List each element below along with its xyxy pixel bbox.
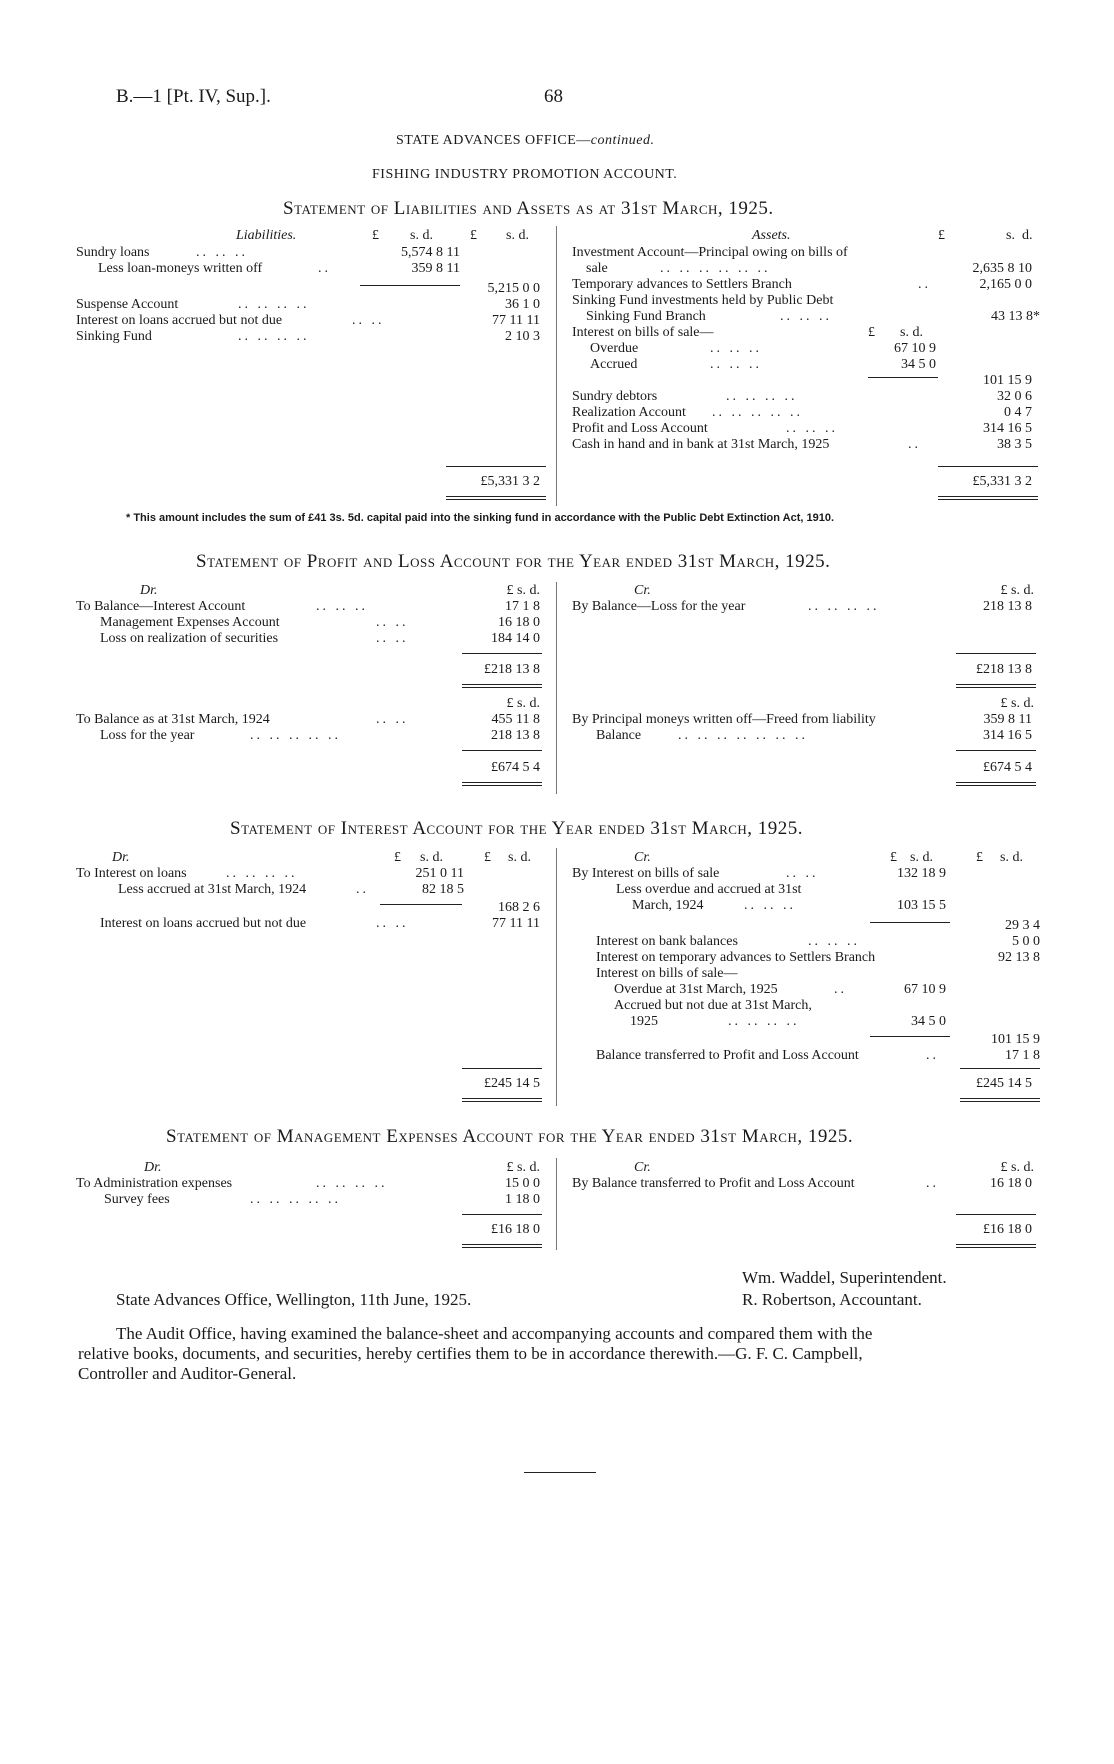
rule	[938, 466, 1038, 467]
dot-leader: .. .. .. ..	[726, 389, 798, 404]
sinking-fund: Sinking Fund	[76, 329, 152, 344]
dot-leader: .. .. .. .. .. .. ..	[678, 728, 808, 743]
int-bills-total: 101 15 9	[983, 373, 1032, 388]
rule	[462, 1068, 542, 1069]
loss-for-year-amount: 218 13 8	[491, 728, 540, 743]
me-dr-col-head: £ s. d.	[506, 1160, 540, 1175]
balance-sheet-title: Statement of Liabilities and Assets as at 31st March, 1925.	[283, 198, 774, 219]
liab-col-sd-1: s. d.	[410, 228, 433, 243]
dot-leader: .. .. .. ..	[238, 329, 310, 344]
interest-bank-balances: Interest on bank balances	[596, 934, 738, 949]
dot-leader: ..	[908, 437, 921, 452]
interest-not-due-amount: 77 11 11	[492, 916, 540, 931]
office-title-continued: continued.	[590, 133, 655, 148]
rule	[446, 466, 546, 467]
int-bills-col-pound: £	[868, 325, 875, 340]
rule	[956, 1247, 1036, 1248]
to-balance-interest-amount: 17 1 8	[505, 599, 540, 614]
rule	[938, 496, 1038, 497]
interest-not-due: Interest on loans accrued but not due	[100, 916, 307, 931]
column-divider	[556, 582, 557, 794]
investment-account-line1: Investment Account—Principal owing on bills of	[572, 245, 848, 260]
assets-heading: Assets.	[752, 228, 791, 243]
profit-loss-amount: 314 16 5	[983, 421, 1032, 436]
signature-accountant: R. Robertson, Accountant.	[742, 1290, 922, 1309]
pl-total-2-left: £674 5 4	[491, 760, 540, 775]
loss-for-year: Loss for the year	[100, 728, 195, 743]
sinking-investments-amount: 43 13 8*	[991, 309, 1040, 324]
dot-leader: ..	[918, 277, 931, 292]
account-title: FISHING INDUSTRY PROMOTION ACCOUNT.	[372, 167, 678, 182]
rule	[956, 1214, 1036, 1215]
rule	[956, 782, 1036, 783]
interest-loans-amount: 77 11 11	[492, 313, 540, 328]
dot-leader: .. .. ..	[786, 421, 838, 436]
dot-leader: ..	[356, 882, 369, 897]
rule	[960, 1068, 1040, 1069]
page-number: 68	[544, 86, 563, 107]
me-by-balance-amount: 16 18 0	[990, 1176, 1032, 1191]
ia-dr-col-pound-2: £	[484, 850, 491, 865]
dot-leader: .. .. ..	[808, 934, 860, 949]
rule	[868, 377, 938, 378]
rule	[938, 499, 1038, 500]
less-overdue-amount: 103 15 5	[897, 898, 946, 913]
rule	[960, 1101, 1040, 1102]
rule	[462, 785, 542, 786]
dot-leader: .. .. ..	[780, 309, 832, 324]
survey-fees: Survey fees	[104, 1192, 170, 1207]
loans-net-amount: 5,215 0 0	[487, 281, 540, 296]
column-divider	[556, 226, 557, 506]
ia-cr-col-sd-1: s. d.	[910, 850, 933, 865]
by-interest-bills-amount: 132 18 9	[897, 866, 946, 881]
temporary-advances: Temporary advances to Settlers Branch	[572, 277, 792, 292]
sinking-investments-line2: Sinking Fund Branch	[586, 309, 706, 324]
audit-line-3: Controller and Auditor-General.	[78, 1364, 297, 1383]
realization-account: Realization Account	[572, 405, 686, 420]
rule	[956, 785, 1036, 786]
me-total-left: £16 18 0	[491, 1222, 540, 1237]
interest-temporary-advances: Interest on temporary advances to Settlers Branch	[596, 950, 876, 965]
pl-cr-col-head-2: £ s. d.	[1000, 696, 1034, 711]
by-balance-loss: By Balance—Loss for the year	[572, 599, 746, 614]
assets-col-d: d.	[1022, 228, 1033, 243]
rule	[462, 1244, 542, 1245]
dot-leader: .. .. .. .. .. ..	[660, 261, 771, 276]
rule	[462, 653, 542, 654]
dot-leader: .. .. .. .. ..	[712, 405, 803, 420]
administration-amount: 15 0 0	[505, 1176, 540, 1191]
place-and-date: State Advances Office, Wellington, 11th June, 1925.	[116, 1290, 472, 1309]
temporary-advances-amount: 2,165 0 0	[979, 277, 1032, 292]
office-title	[396, 133, 654, 149]
ia-total-left: £245 14 5	[484, 1076, 540, 1091]
loss-on-realization: Loss on realization of securities	[100, 631, 279, 646]
me-total-right: £16 18 0	[983, 1222, 1032, 1237]
investment-account-line2: sale	[586, 261, 608, 276]
dot-leader: .. ..	[352, 313, 385, 328]
ia-dr-label: Dr.	[112, 850, 130, 865]
ia-bills-total: 101 15 9	[991, 1032, 1040, 1047]
cash-in-hand: Cash in hand and in bank at 31st March, 1925	[572, 437, 830, 452]
audit-line-1: The Audit Office, having examined the balance-sheet and accompanying accounts and compared them with the	[116, 1324, 873, 1343]
less-loan-moneys-amount: 359 8 11	[411, 261, 460, 276]
assets-col-s: s.	[1006, 228, 1015, 243]
ia-dr-col-sd-1: s. d.	[420, 850, 443, 865]
dot-leader: .. .. .. ..	[226, 866, 298, 881]
assets-col-pound: £	[938, 228, 945, 243]
ia-cr-col-pound-1: £	[890, 850, 897, 865]
liab-col-pound-1: £	[372, 228, 379, 243]
dot-leader: .. .. .. ..	[316, 1176, 388, 1191]
overdue-amount: 67 10 9	[894, 341, 936, 356]
column-divider	[556, 848, 557, 1106]
rule	[956, 653, 1036, 654]
dot-leader: .. .. ..	[316, 599, 368, 614]
footnote: * This amount includes the sum of £41 3s. 5d. capital paid into the sinking fund in accordance with the Public Debt Extinction Act, 1910.	[126, 512, 834, 524]
dot-leader: .. .. .. .. ..	[250, 1192, 341, 1207]
to-balance-interest: To Balance—Interest Account	[76, 599, 246, 614]
dot-leader: ..	[834, 982, 847, 997]
by-interest-bills: By Interest on bills of sale	[572, 866, 720, 881]
rule	[446, 496, 546, 497]
interest-bills-sale: Interest on bills of sale—	[596, 966, 738, 981]
me-cr-label: Cr.	[634, 1160, 651, 1175]
less-accrued-amount: 82 18 5	[422, 882, 464, 897]
balance-transferred-amount: 17 1 8	[1005, 1048, 1040, 1063]
pl-cr-col-head: £ s. d.	[1000, 583, 1034, 598]
dot-leader: .. .. ..	[710, 357, 762, 372]
dot-leader: .. ..	[376, 712, 409, 727]
accrued-not-due-amount: 34 5 0	[911, 1014, 946, 1029]
administration-expenses: To Administration expenses	[76, 1176, 233, 1191]
to-balance-1924-amount: 455 11 8	[491, 712, 540, 727]
sundry-loans: Sundry loans	[76, 245, 150, 260]
liabilities-total: £5,331 3 2	[480, 474, 540, 489]
accrued-not-due-line1: Accrued but not due at 31st March,	[614, 998, 812, 1013]
interest-loans-accrued: Interest on loans accrued but not due	[76, 313, 283, 328]
less-accrued-1924: Less accrued at 31st March, 1924	[118, 882, 307, 897]
end-rule	[524, 1472, 596, 1473]
pl-dr-col-head: £ s. d.	[506, 583, 540, 598]
to-interest-on-loans: To Interest on loans	[76, 866, 187, 881]
accrued: Accrued	[590, 357, 638, 372]
sundry-loans-amount: 5,574 8 11	[401, 245, 460, 260]
liabilities-heading: Liabilities.	[236, 228, 297, 243]
rule	[446, 499, 546, 500]
dot-leader: .. .. .. .. ..	[250, 728, 341, 743]
management-expenses-amount: 16 18 0	[498, 615, 540, 630]
dot-leader: .. ..	[786, 866, 819, 881]
suspense-account: Suspense Account	[76, 297, 179, 312]
to-interest-amount: 251 0 11	[415, 866, 464, 881]
interest-account-title: Statement of Interest Account for the Year ended 31st March, 1925.	[230, 818, 804, 839]
dot-leader: .. .. .. ..	[238, 297, 310, 312]
int-bills-col-sd: s. d.	[900, 325, 923, 340]
less-loan-moneys: Less loan-moneys written off	[98, 261, 263, 276]
audit-line-2: relative books, documents, and securities, hereby certifies them to be in accordance therewith.—G. F. C. Campbell,	[78, 1344, 863, 1363]
profit-loss-account: Profit and Loss Account	[572, 421, 708, 436]
rule	[462, 1247, 542, 1248]
overdue: Overdue	[590, 341, 639, 356]
sundry-debtors-amount: 32 0 6	[997, 389, 1032, 404]
dot-leader: ..	[926, 1176, 939, 1191]
liab-col-sd-2: s. d.	[506, 228, 529, 243]
rule	[956, 750, 1036, 751]
dot-leader: ..	[318, 261, 331, 276]
suspense-amount: 36 1 0	[505, 297, 540, 312]
rule	[462, 1214, 542, 1215]
me-dr-label: Dr.	[144, 1160, 162, 1175]
ia-total-right: £245 14 5	[976, 1076, 1032, 1091]
interest-temporary-amount: 92 13 8	[998, 950, 1040, 965]
less-overdue-line1: Less overdue and accrued at 31st	[616, 882, 802, 897]
overdue-1925-amount: 67 10 9	[904, 982, 946, 997]
interest-net-amount: 168 2 6	[498, 900, 540, 915]
interest-bank-amount: 5 0 0	[1012, 934, 1040, 949]
page-reference: B.—1 [Pt. IV, Sup.].	[116, 86, 271, 107]
dot-leader: .. ..	[376, 615, 409, 630]
less-overdue-line2: March, 1924	[632, 898, 704, 913]
ia-dr-col-pound-1: £	[394, 850, 401, 865]
sinking-fund-amount: 2 10 3	[505, 329, 540, 344]
interest-bills-of-sale: Interest on bills of sale—	[572, 325, 714, 340]
rule	[956, 1244, 1036, 1245]
pl-total-1-right: £218 13 8	[976, 662, 1032, 677]
ia-cr-col-pound-2: £	[976, 850, 983, 865]
management-expenses: Management Expenses Account	[100, 615, 280, 630]
rule	[462, 1101, 542, 1102]
rule	[956, 684, 1036, 685]
me-cr-col-head: £ s. d.	[1000, 1160, 1034, 1175]
overdue-1925: Overdue at 31st March, 1925	[614, 982, 778, 997]
dot-leader: .. ..	[376, 631, 409, 646]
dot-leader: .. .. ..	[196, 245, 248, 260]
bills-net-amount: 29 3 4	[1005, 918, 1040, 933]
accrued-amount: 34 5 0	[901, 357, 936, 372]
liab-col-pound-2: £	[470, 228, 477, 243]
rule	[956, 687, 1036, 688]
dot-leader: .. .. ..	[744, 898, 796, 913]
assets-total: £5,331 3 2	[972, 474, 1032, 489]
rule	[462, 1098, 542, 1099]
loss-on-realization-amount: 184 14 0	[491, 631, 540, 646]
pl-total-2-right: £674 5 4	[983, 760, 1032, 775]
management-expenses-title: Statement of Management Expenses Account for the Year ended 31st March, 1925.	[166, 1126, 854, 1147]
realization-amount: 0 4 7	[1004, 405, 1032, 420]
balance-transferred-pl: Balance transferred to Profit and Loss Account	[596, 1048, 859, 1063]
me-by-balance: By Balance transferred to Profit and Loss Account	[572, 1176, 855, 1191]
rule	[462, 684, 542, 685]
pl-dr-col-head-2: £ s. d.	[506, 696, 540, 711]
dot-leader: .. .. .. ..	[808, 599, 880, 614]
rule	[462, 750, 542, 751]
pl-balance: Balance	[596, 728, 642, 743]
profit-loss-title: Statement of Profit and Loss Account for the Year ended 31st March, 1925.	[196, 551, 831, 572]
investment-amount: 2,635 8 10	[972, 261, 1032, 276]
rule	[960, 1098, 1040, 1099]
signature-superintendent: Wm. Waddel, Superintendent.	[742, 1268, 947, 1287]
ia-cr-label: Cr.	[634, 850, 651, 865]
dot-leader: .. ..	[376, 916, 409, 931]
dot-leader: .. .. .. ..	[728, 1014, 800, 1029]
cash-amount: 38 3 5	[997, 437, 1032, 452]
pl-cr-label: Cr.	[634, 583, 651, 598]
rule	[462, 782, 542, 783]
sinking-investments-line1: Sinking Fund investments held by Public Debt	[572, 293, 834, 308]
pl-total-1-left: £218 13 8	[484, 662, 540, 677]
pl-dr-label: Dr.	[140, 583, 158, 598]
ia-cr-col-sd-2: s. d.	[1000, 850, 1023, 865]
accrued-not-due-line2: 1925	[630, 1014, 658, 1029]
dot-leader: ..	[926, 1048, 939, 1063]
sundry-debtors: Sundry debtors	[572, 389, 658, 404]
by-balance-loss-amount: 218 13 8	[983, 599, 1032, 614]
column-divider	[556, 1158, 557, 1250]
office-title-text: STATE ADVANCES OFFICE—	[396, 133, 591, 148]
dot-leader: .. .. ..	[710, 341, 762, 356]
ia-dr-col-sd-2: s. d.	[508, 850, 531, 865]
by-principal-moneys: By Principal moneys written off—Freed from liability	[572, 712, 876, 727]
pl-balance-amount: 314 16 5	[983, 728, 1032, 743]
survey-fees-amount: 1 18 0	[505, 1192, 540, 1207]
by-principal-amount: 359 8 11	[983, 712, 1032, 727]
rule	[462, 687, 542, 688]
to-balance-1924: To Balance as at 31st March, 1924	[76, 712, 270, 727]
